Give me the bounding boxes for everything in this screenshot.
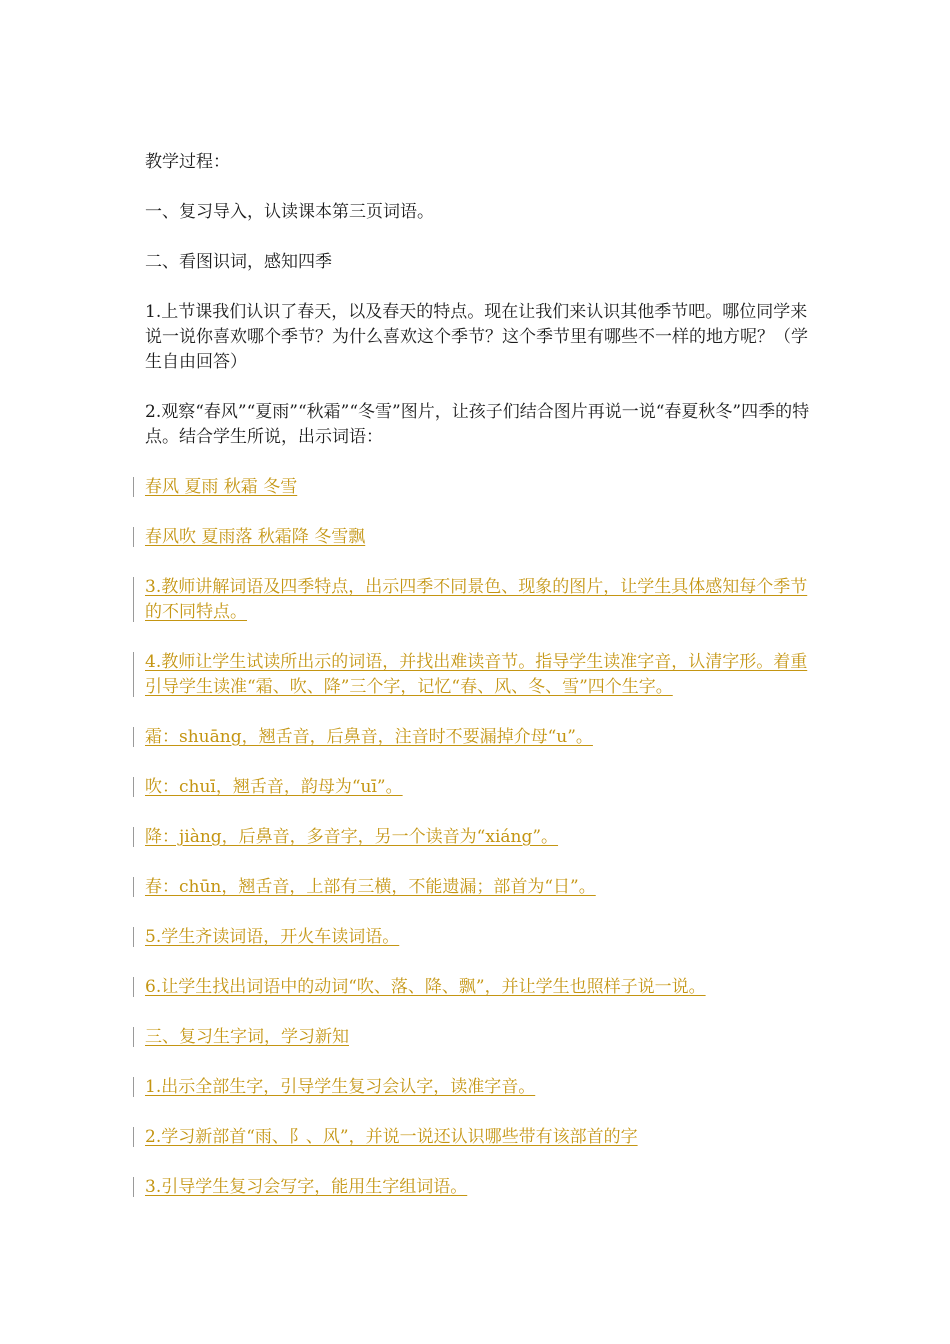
step-teacher-explains: 3.教师讲解词语及四季特点，出示四季不同景色、现象的图片，让学生具体感知每个季节的不同特点。 xyxy=(145,577,808,622)
section-picture-words: 二、看图识词，感知四季 xyxy=(145,252,332,272)
revised-paragraph xyxy=(145,1025,815,1050)
section-review-characters: 三、复习生字词，学习新知 xyxy=(145,1027,349,1047)
step-writing-practice: 3.引导学生复习会写字，能用生字组词语。 xyxy=(145,1177,468,1197)
lesson-heading: 教学过程： xyxy=(145,152,230,172)
revised-paragraph xyxy=(145,775,815,800)
revised-paragraph xyxy=(145,1125,815,1150)
revised-paragraph xyxy=(145,1075,815,1100)
revised-paragraph xyxy=(145,650,815,700)
note-chun: 春：chūn，翘舌音，上部有三横，不能遗漏；部首为“日”。 xyxy=(145,877,596,897)
word-list-seasons: 春风 夏雨 秋霜 冬雪 xyxy=(145,477,298,497)
step-seasons-discussion: 1.上节课我们认识了春天，以及春天的特点。现在让我们来认识其他季节吧。哪位同学来说一说你喜欢哪个季节？为什么喜欢这个季节？这个季节里有哪些不一样的地方呢？（学生自由回答） xyxy=(145,302,808,372)
word-list-phrases: 春风吹 夏雨落 秋霜降 冬雪飘 xyxy=(145,527,366,547)
revised-paragraph xyxy=(145,575,815,625)
revised-paragraph xyxy=(145,875,815,900)
revised-paragraph xyxy=(145,975,815,1000)
note-chui: 吹：chuī，翘舌音，韵母为“uī”。 xyxy=(145,777,403,797)
revised-paragraph xyxy=(145,475,815,500)
revised-paragraph xyxy=(145,725,815,750)
revised-paragraph xyxy=(145,825,815,850)
step-show-characters: 1.出示全部生字，引导学生复习会认字，读准字音。 xyxy=(145,1077,536,1097)
step-read-together: 5.学生齐读词语，开火车读词语。 xyxy=(145,927,400,947)
step-find-verbs: 6.让学生找出词语中的动词“吹、落、降、飘”，并让学生也照样子说一说。 xyxy=(145,977,706,997)
step-new-radicals: 2.学习新部首“雨、阝、风”，并说一说还认识哪些带有该部首的字 xyxy=(145,1127,638,1147)
section-review-intro: 一、复习导入，认读课本第三页词语。 xyxy=(145,202,434,222)
step-observe-pictures: 2.观察“春风”“夏雨”“秋霜”“冬雪”图片，让孩子们结合图片再说一说“春夏秋冬”四季的特点。结合学生所说，出示词语： xyxy=(145,402,810,447)
note-shuang: 霜：shuāng，翘舌音，后鼻音，注音时不要漏掉介母“u”。 xyxy=(145,727,593,747)
revised-paragraph xyxy=(145,925,815,950)
revised-paragraph xyxy=(145,1175,815,1200)
revised-paragraph xyxy=(145,525,815,550)
document-body xyxy=(145,150,815,1225)
step-trial-reading: 4.教师让学生试读所出示的词语，并找出难读音节。指导学生读准字音，认清字形。着重引导学生读准“霜、吹、降”三个字，记忆“春、风、冬、雪”四个生字。 xyxy=(145,652,808,697)
note-jiang: 降：jiàng，后鼻音，多音字，另一个读音为“xiáng”。 xyxy=(145,827,559,847)
